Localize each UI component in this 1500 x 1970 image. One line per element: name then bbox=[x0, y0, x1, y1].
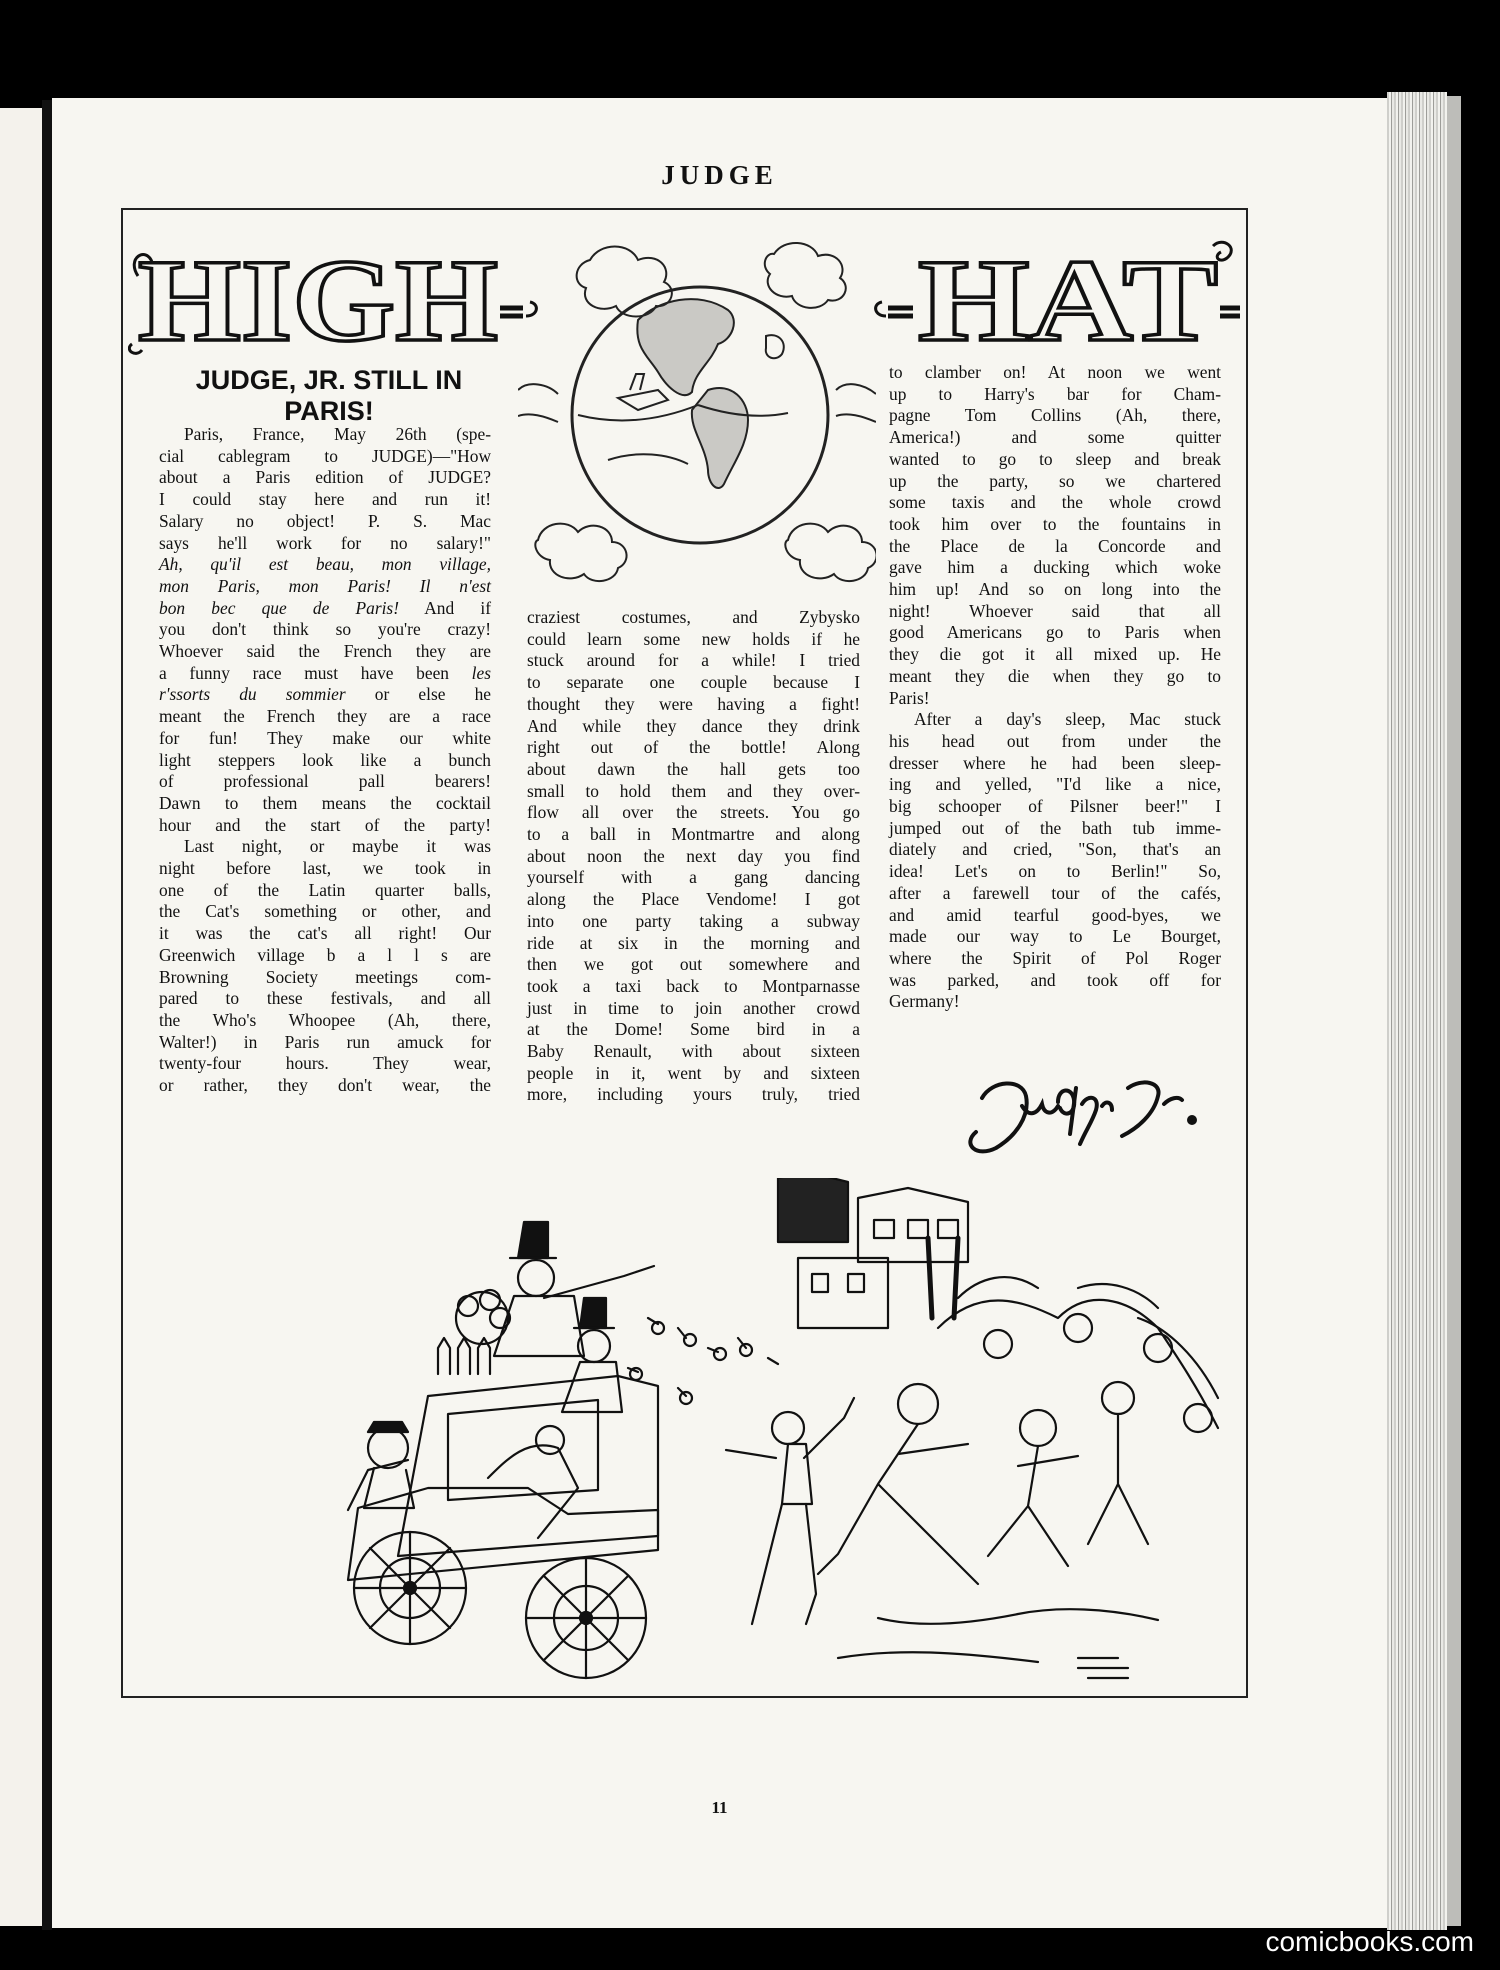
facing-page-edge bbox=[0, 108, 42, 1926]
text-line: meant they die when they go to bbox=[889, 665, 1221, 686]
text-line: took a taxi back to Montparnasse bbox=[527, 975, 860, 996]
masthead-hat: HAT bbox=[918, 236, 1218, 356]
text-line: jumped out of the bath tub imme- bbox=[889, 817, 1221, 838]
text-line: Last night, or maybe it was bbox=[184, 836, 491, 857]
italic-text: r'ssorts du sommier bbox=[159, 684, 346, 705]
text-line: big schooper of Pilsner beer!" I bbox=[889, 796, 1221, 817]
text-line: about dawn the hall gets too bbox=[527, 758, 860, 779]
text-line: the Cat's something or other, and bbox=[159, 901, 491, 922]
text-line: one of the Latin quarter balls, bbox=[159, 879, 491, 900]
text-line bbox=[159, 554, 491, 576]
text-line: then we got out somewhere and bbox=[527, 954, 860, 975]
article-headline bbox=[160, 365, 498, 427]
text-line: to clamber on! At noon we went bbox=[889, 362, 1221, 382]
text-line: twenty-four hours. They wear, bbox=[159, 1053, 491, 1074]
text-line: of professional pall bearers! bbox=[159, 771, 491, 792]
text-line: for fun! They make our white bbox=[159, 727, 491, 748]
text-line: yourself with a gang dancing bbox=[527, 867, 860, 888]
text-line: wanted to go to sleep and break bbox=[889, 448, 1221, 469]
text-line: up to Harry's bar for Cham- bbox=[889, 383, 1221, 404]
text-line: Paris, France, May 26th (spe- bbox=[184, 424, 491, 444]
globe-vignette bbox=[518, 240, 876, 595]
text-line: stuck around for a while! I tried bbox=[527, 650, 860, 671]
page-stack-edges-outer bbox=[1447, 96, 1461, 1926]
text-line: thought they were having a fight! bbox=[527, 693, 860, 714]
text-line: flow all over the streets. You go bbox=[527, 802, 860, 823]
text-line: it was the cat's all right! Our bbox=[159, 923, 491, 944]
text-line: light steppers look like a bunch bbox=[159, 749, 491, 770]
text-line bbox=[159, 663, 491, 685]
text-line: to a ball in Montmartre and along bbox=[527, 824, 860, 845]
text-line: Greenwich village b a l l s are bbox=[159, 944, 491, 965]
site-watermark: comicbooks.com bbox=[1265, 1926, 1474, 1957]
text-line: ride at six in the morning and bbox=[527, 932, 860, 953]
text-line: right out of the bottle! Along bbox=[527, 737, 860, 758]
text-line: ing and yelled, "I'd like a nice, bbox=[889, 774, 1221, 795]
text-line: America!) and some quitter bbox=[889, 427, 1221, 448]
text-line: about noon the next day you find bbox=[527, 845, 860, 866]
text-line: good Americans go to Paris when bbox=[889, 622, 1221, 643]
text-line: night! Whoever said that all bbox=[889, 600, 1221, 621]
text-line: they die got it all mixed up. He bbox=[889, 644, 1221, 665]
masthead-high: HIGH bbox=[138, 236, 498, 356]
text-line bbox=[159, 684, 491, 706]
text-line: where the Spirit of Pol Roger bbox=[889, 947, 1221, 968]
italic-text: les bbox=[449, 662, 491, 683]
text-line: made our way to Le Bourget, bbox=[889, 926, 1221, 947]
text-line: people in it, went by and sixteen bbox=[527, 1062, 860, 1083]
text-line: Dawn to them means the cocktail bbox=[159, 792, 491, 813]
text-run: or else he bbox=[345, 684, 491, 705]
text-line: was parked, and took off for bbox=[889, 969, 1221, 990]
text-line: cial cablegram to JUDGE)—"How bbox=[159, 445, 491, 466]
party-illustration bbox=[318, 1178, 1238, 1706]
text-line: hour and the start of the party! bbox=[159, 814, 491, 835]
text-line: Germany! bbox=[889, 991, 960, 1012]
text-run: Whoever said the French they are bbox=[159, 641, 491, 662]
text-line bbox=[159, 598, 491, 620]
text-line: about a Paris edition of JUDGE? bbox=[159, 467, 491, 488]
italic-text: Ah, qu'il est beau, mon village, bbox=[159, 554, 491, 575]
text-line: night before last, we took in bbox=[159, 858, 491, 879]
text-line: to separate one couple because I bbox=[527, 672, 860, 693]
text-line: Browning Society meetings com- bbox=[159, 966, 491, 987]
text-line: his head out from under the bbox=[889, 730, 1221, 751]
text-column-3 bbox=[889, 362, 1221, 1013]
text-line: And while they dance they drink bbox=[527, 715, 860, 736]
text-line: some taxis and the whole crowd bbox=[889, 492, 1221, 513]
text-line: gave him a ducking which woke bbox=[889, 557, 1221, 578]
text-line: pared to these festivals, and all bbox=[159, 988, 491, 1009]
text-line: craziest costumes, and Zybysko bbox=[527, 607, 860, 627]
text-line: Baby Renault, with about sixteen bbox=[527, 1041, 860, 1062]
text-line: could learn some new holds if he bbox=[527, 628, 860, 649]
page-stack-edges bbox=[1387, 92, 1447, 1930]
text-line: diately and cried, "Son, that's an bbox=[889, 839, 1221, 860]
text-line: the Place de la Concorde and bbox=[889, 535, 1221, 556]
headline-line-2: PARIS! bbox=[284, 396, 374, 426]
text-line: into one party taking a subway bbox=[527, 910, 860, 931]
text-line: just in time to join another crowd bbox=[527, 997, 860, 1018]
text-line: more, including yours truly, tried bbox=[527, 1084, 860, 1105]
text-line bbox=[159, 576, 491, 598]
text-line: took him over to the fountains in bbox=[889, 513, 1221, 534]
book-gutter bbox=[42, 100, 52, 1930]
text-line: After a day's sleep, Mac stuck bbox=[914, 709, 1221, 730]
text-line: after a farewell tour of the cafés, bbox=[889, 882, 1221, 903]
italic-text: bon bec que de Paris! bbox=[159, 597, 399, 618]
text-line: Walter!) in Paris run amuck for bbox=[159, 1031, 491, 1052]
text-column-2 bbox=[527, 607, 860, 1106]
text-line: pagne Tom Collins (Ah, there, bbox=[889, 405, 1221, 426]
text-line: Paris! bbox=[889, 687, 930, 708]
text-line: and amid tearful good-byes, we bbox=[889, 904, 1221, 925]
text-line: the Who's Whoopee (Ah, there, bbox=[159, 1009, 491, 1030]
text-run: a funny race must have been bbox=[159, 662, 450, 683]
text-line bbox=[159, 619, 491, 641]
text-line: meant the French they are a race bbox=[159, 706, 491, 727]
running-head: JUDGE bbox=[661, 160, 778, 190]
text-line bbox=[159, 641, 491, 663]
text-line: along the Place Vendome! I got bbox=[527, 889, 860, 910]
text-line: or rather, they don't wear, the bbox=[159, 1075, 491, 1096]
text-line: dresser where he had been sleep- bbox=[889, 752, 1221, 773]
headline-line-1: JUDGE, JR. STILL IN bbox=[195, 365, 463, 395]
text-line: small to hold them and they over- bbox=[527, 780, 860, 801]
text-line: I could stay here and run it! bbox=[159, 489, 491, 510]
text-run: And if bbox=[399, 597, 491, 618]
text-line: idea! Let's on to Berlin!" So, bbox=[889, 861, 1221, 882]
page-number: 11 bbox=[711, 1798, 728, 1817]
text-line: says he'll work for no salary!" bbox=[159, 532, 491, 553]
text-run: you don't think so you're crazy! bbox=[159, 619, 491, 640]
italic-text: mon Paris, mon Paris! Il n'est bbox=[159, 575, 491, 596]
text-line: at the Dome! Some bird in a bbox=[527, 1019, 860, 1040]
text-line: up the party, so we chartered bbox=[889, 470, 1221, 491]
text-column-1 bbox=[159, 424, 491, 1097]
text-line: him up! And so on long into the bbox=[889, 579, 1221, 600]
signature-judge-jr bbox=[952, 1058, 1212, 1158]
text-line: Salary no object! P. S. Mac bbox=[159, 510, 491, 531]
